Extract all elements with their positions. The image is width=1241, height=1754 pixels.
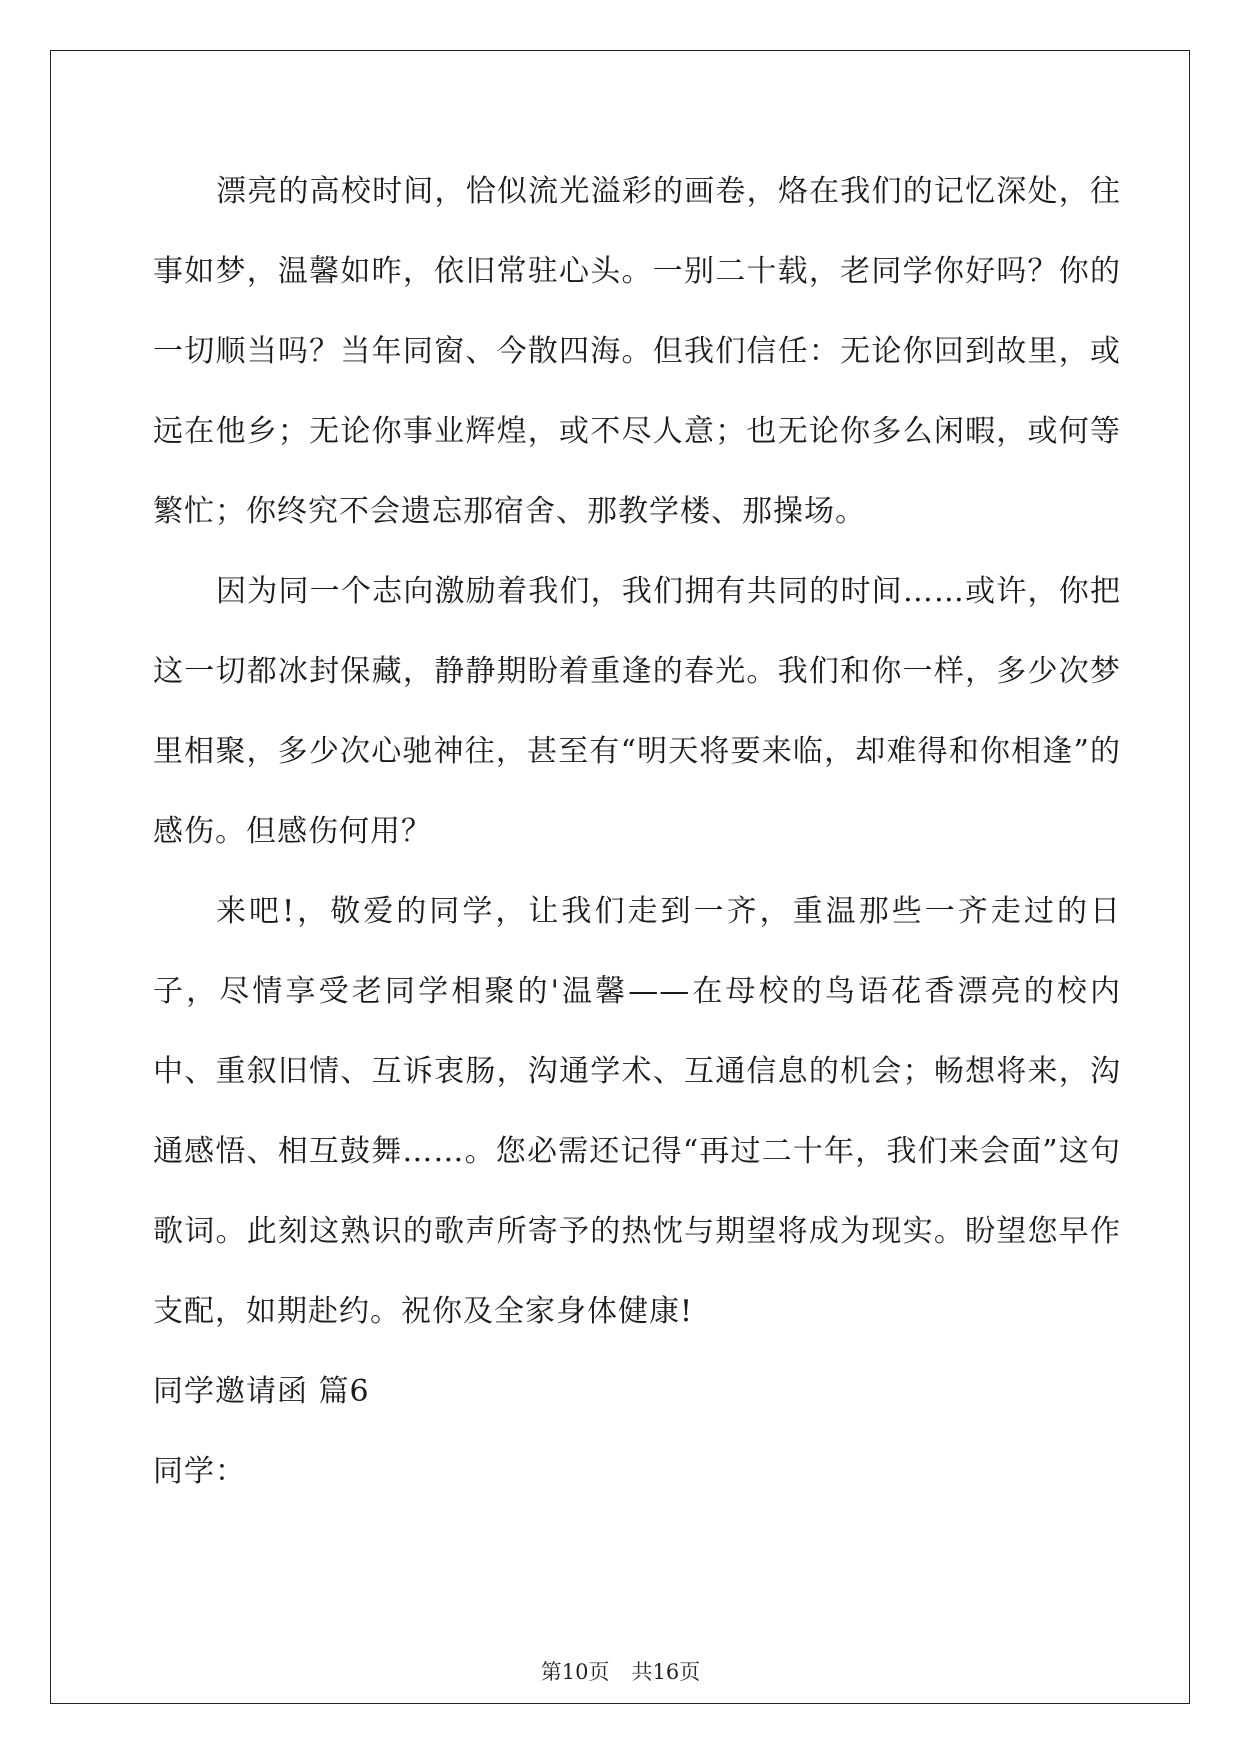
paragraph-1: 漂亮的高校时间，恰似流光溢彩的画卷，烙在我们的记忆深处，往事如梦，温馨如昨，依旧常驻心头。一别二十载，老同学你好吗？你的一切顺当吗？当年同窗、今散四海。但我们信任：无论你回到故里，或远在他乡；无论你事业辉煌，或不尽人意；也无论你多么闲暇，或何等繁忙；你终究不会遗忘那宿舍、那教学楼、那操场。 — [153, 174, 1121, 529]
paragraph-3: 来吧!，敬爱的同学，让我们走到一齐，重温那些一齐走过的日子，尽情享受老同学相聚的'温馨——在母校的鸟语花香漂亮的校内中、重叙旧情、互诉衷肠，沟通学术、互通信息的机会；畅想将来，沟通感悟、相互鼓舞……。您必需还记得“再过二十年，我们来会面”这句歌词。此刻这熟识的歌声所寄予的热忱与期望将成为现实。盼望您早作支配，如期赴约。祝你及全家身体健康! — [153, 894, 1121, 1329]
page-footer — [0, 1656, 1241, 1686]
total-pages: 共16页 — [631, 1660, 701, 1684]
salutation: 同学： — [153, 1454, 246, 1489]
section-heading: 同学邀请函 篇6 — [153, 1374, 370, 1409]
paragraph-2: 因为同一个志向激励着我们，我们拥有共同的时间……或许，你把这一切都冰封保藏，静静期盼着重逢的春光。我们和你一样，多少次梦里相聚，多少次心驰神往，甚至有“明天将要来临，却难得和你相逢”的感伤。但感伤何用？ — [153, 574, 1121, 849]
page-number: 第10页 — [540, 1660, 610, 1684]
